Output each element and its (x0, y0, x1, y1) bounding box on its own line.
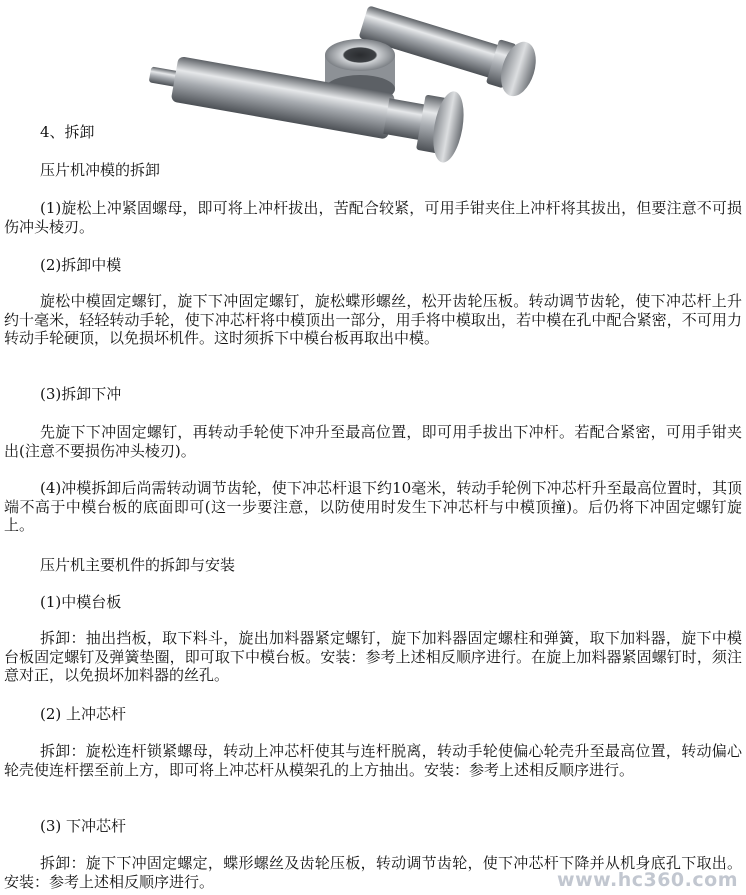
heading-upper-punch-core: (2) 上冲芯杆 (40, 705, 127, 723)
paragraph-step-1: (1)旋松上冲紧固螺母，即可将上冲杆拔出，苦配合较紧，可用手钳夹住上冲杆将其拔出，但要注意不可损伤冲头棱刃。 (4, 199, 742, 236)
section-title: 4、拆卸 (40, 123, 95, 141)
heading-lower-punch-core: (3) 下冲芯杆 (40, 817, 127, 835)
watermark: www.hc360.com (557, 868, 738, 891)
paragraph-step-3: 先旋下下冲固定螺钉，再转动手轮使下冲升至最高位置，即可用手拔出下冲杆。若配合紧密，可用手钳夹出(注意不要损伤冲头棱刃)。 (4, 423, 742, 460)
paragraph-step-2: 旋松中模固定螺钉，旋下下冲固定螺钉，旋松蝶形螺丝，松开齿轮压板。转动调节齿轮，使下冲芯杆上升约十毫米，轻轻转动手轮，使下冲芯杆将中模顶出一部分，用手将中模取出，若中模在孔中配合紧密，不可用力转动手轮硬顶，以免损坏机件。这时须拆下中模台板再取出中模。 (4, 292, 742, 347)
paragraph-step-4: (4)冲模拆卸后尚需转动调节齿轮，使下冲芯杆退下约10毫米，转动手轮例下冲芯杆升至最高位置时，其顶端不高于中模台板的底面即可(这一步要注意，以防使用时发生下冲芯杆与中模顶撞)。后仍将下冲固定螺钉旋上。 (4, 479, 742, 534)
heading-step-2: (2)拆卸中模 (40, 256, 122, 274)
heading-step-3: (3)拆卸下冲 (40, 385, 122, 403)
paragraph-lower-punch-core: 拆卸：旋下下冲固定螺定，蝶形螺丝及齿轮压板，转动调节齿轮，使下冲芯杆下降并从机身底孔下取出。安装：参考上述相反顺序进行。 (4, 854, 742, 891)
punch-die-photo (140, 0, 560, 195)
subsection-main-parts: 压片机主要机件的拆卸与安装 (40, 556, 236, 574)
paragraph-upper-punch-core: 拆卸：旋松连杆锁紧螺母，转动上冲芯杆使其与连杆脱离，转动手轮使偏心轮壳升至最高位置，转动偏心轮壳使连杆摆至前上方，即可将上冲芯杆从模架孔的上方抽出。安装：参考上述相反顺序进行。 (4, 742, 742, 779)
paragraph-middle-die-plate: 拆卸：抽出挡板，取下料斗，旋出加料器紧定螺钉，旋下加料器固定螺柱和弹簧，取下加料器，旋下中模台板固定螺钉及弹簧垫圈，即可取下中模台板。安装：参考上述相反顺序进行。在旋上加料器紧固螺钉时，须注意对正，以免损坏加料器的丝孔。 (4, 629, 742, 684)
heading-middle-die-plate: (1)中模台板 (40, 593, 122, 611)
subsection-punch-disassembly: 压片机冲模的拆卸 (40, 161, 161, 179)
